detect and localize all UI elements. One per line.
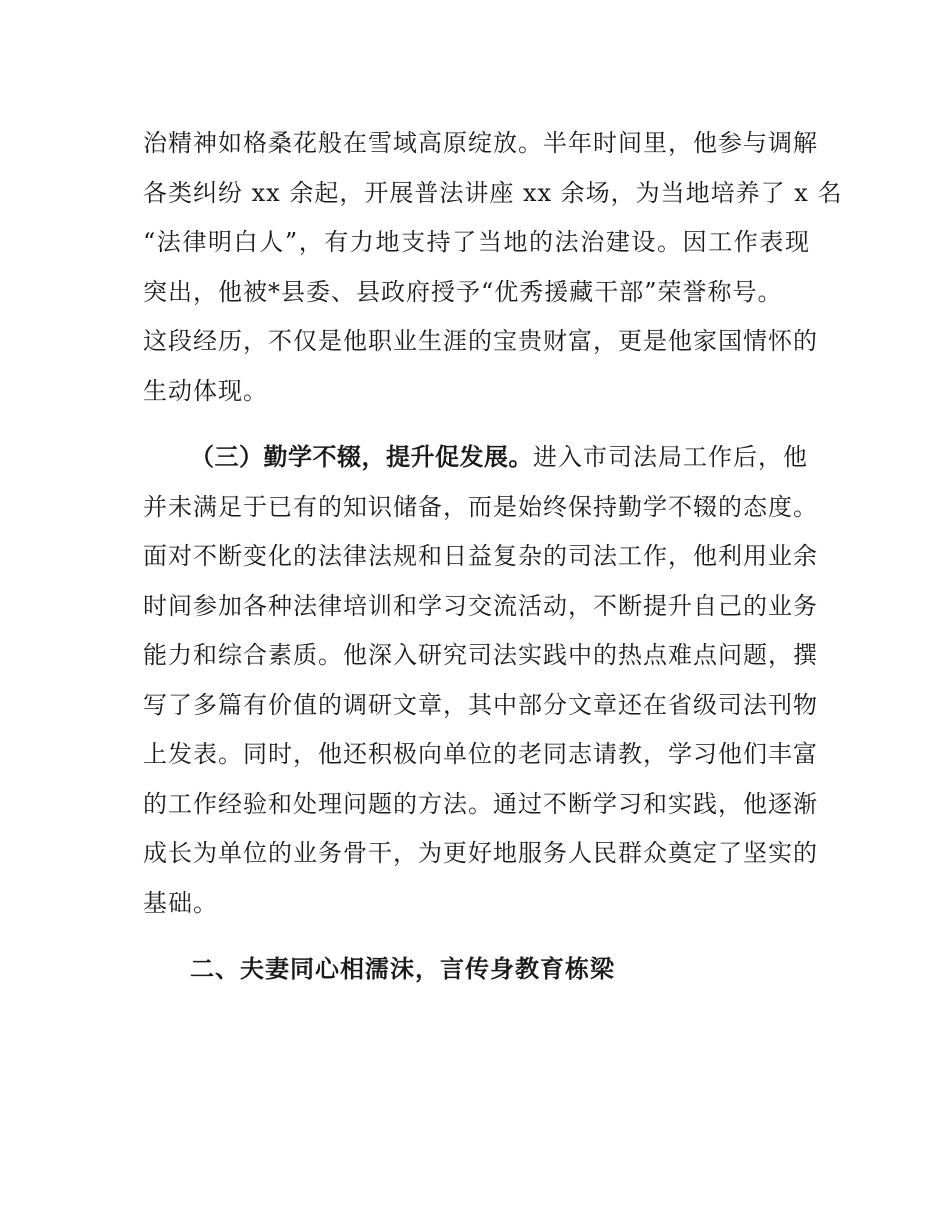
paragraph-line: 生动体现。 [143,377,268,405]
paragraph-line: 时间参加各种法律培训和学习交流活动，不断提升自己的业务 [143,592,818,620]
paragraph-line: 各类纠纷 xx 余起，开展普法讲座 xx 余场，为当地培养了 x 名 [143,179,843,207]
paragraph-line: 突出，他被*县委、县政府授予“优秀援藏干部”荣誉称号。 [143,278,783,306]
paragraph-first-line [190,440,810,474]
subsection-heading: （三）勤学不辍，提升促发展。 [190,443,533,471]
paragraph-line: “法律明白人”，有力地支持了当地的法治建设。因工作表现 [143,228,810,256]
paragraph-line: 并未满足于已有的知识储备，而是始终保持勤学不辍的态度。 [143,493,818,521]
paragraph-line: 治精神如格桑花般在雪域高原绽放。半年时间里，他参与调解 [143,129,818,157]
paragraph-line: 写了多篇有价值的调研文章，其中部分文章还在省级司法刊物 [143,691,818,719]
paragraph-line: 上发表。同时，他还积极向单位的老同志请教，学习他们丰富 [143,740,818,768]
paragraph-line: 面对不断变化的法律法规和日益复杂的司法工作，他利用业余 [143,542,818,570]
paragraph-line: 的工作经验和处理问题的方法。通过不断学习和实践，他逐渐 [143,790,818,818]
paragraph-line: 这段经历，不仅是他职业生涯的宝贵财富，更是他家国情怀的 [143,327,818,355]
paragraph-line-rest: 进入市司法局工作后，他 [533,443,808,471]
section-heading: 二、夫妻同心相濡沫，言传身教育栋梁 [190,955,615,983]
paragraph-line: 基础。 [143,889,218,917]
paragraph-line: 能力和综合素质。他深入研究司法实践中的热点难点问题，撰 [143,641,818,669]
paragraph-line: 成长为单位的业务骨干，为更好地服务人民群众奠定了坚实的 [143,839,818,867]
